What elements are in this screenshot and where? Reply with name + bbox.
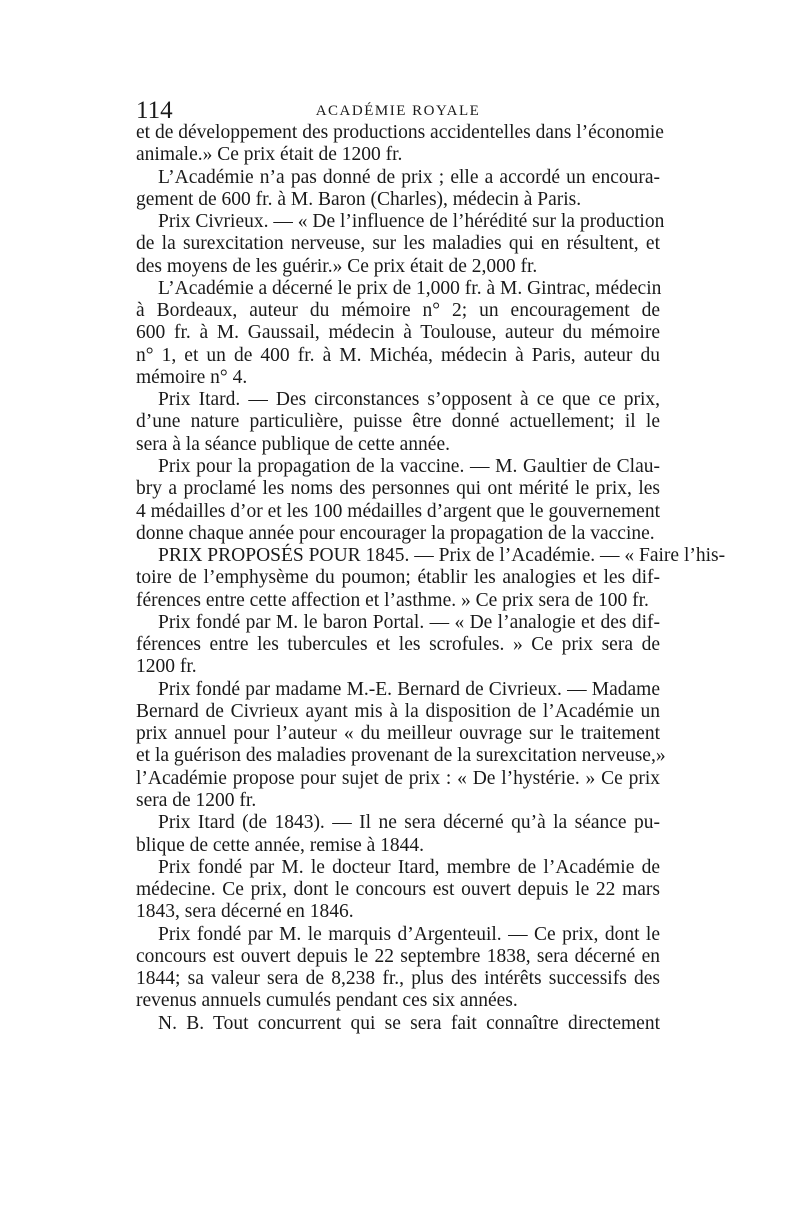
text-line: l’Académie propose pour sujet de prix : « De l’hystérie. » Ce prix: [136, 767, 660, 789]
text-line: 1844; sa valeur sera de 8,238 fr., plus des intérêts successifs des: [136, 968, 660, 990]
text-line: bry a proclamé les noms des personnes qui ont mérité le prix, les: [136, 478, 660, 500]
text-line: 4 médailles d’or et les 100 médailles d’argent que le gouvernement: [136, 500, 660, 522]
text-line: d’une nature particulière, puisse être donné actuellement; il le: [136, 411, 660, 433]
text-line: mémoire n° 4.: [136, 366, 248, 388]
text-line: animale.» Ce prix était de 1200 fr.: [136, 144, 403, 166]
text-line: 1200 fr.: [136, 656, 197, 678]
running-head: ACADÉMIE ROYALE: [315, 103, 481, 119]
text-line: férences entre cette affection et l’asthme. » Ce prix sera de 100 fr.: [136, 589, 649, 611]
text-line: concours est ouvert depuis le 22 septembre 1838, sera décerné en: [136, 945, 660, 967]
text-line: à Bordeaux, auteur du mémoire n° 2; un encouragement de: [136, 300, 660, 322]
text-line: Prix fondé par M. le docteur Itard, membre de l’Académie de: [158, 856, 660, 878]
text-line: des moyens de les guérir.» Ce prix était de 2,000 fr.: [136, 255, 538, 277]
text-line: PRIX PROPOSÉS POUR 1845. — Prix de l’Académie. — « Faire l’his-: [158, 545, 726, 567]
text-line: Prix fondé par M. le baron Portal. — « De l’analogie et des dif-: [158, 611, 660, 633]
text-line: férences entre les tubercules et les scrofules. » Ce prix sera de: [136, 634, 660, 656]
text-line: Prix Itard. — Des circonstances s’opposent à ce que ce prix,: [158, 389, 660, 411]
page-number: 114: [136, 97, 173, 124]
text-line: 1843, sera décerné en 1846.: [136, 901, 354, 923]
text-line: toire de l’emphysème du poumon; établir les analogies et les dif-: [136, 567, 660, 589]
body-text: [136, 122, 726, 1035]
text-line: blique de cette année, remise à 1844.: [136, 834, 425, 856]
text-line: gement de 600 fr. à M. Baron (Charles), médecin à Paris.: [136, 188, 582, 210]
text-line: Prix fondé par M. le marquis d’Argenteuil. — Ce prix, dont le: [158, 923, 660, 945]
text-line: et de développement des productions accidentelles dans l’économie: [136, 122, 664, 143]
text-line: sera de 1200 fr.: [136, 789, 257, 811]
text-line: donne chaque année pour encourager la propagation de la vaccine.: [136, 522, 655, 544]
text-line: de la surexcitation nerveuse, sur les maladies qui en résultent, et: [136, 233, 660, 255]
text-line: 600 fr. à M. Gaussail, médecin à Toulouse, auteur du mémoire: [136, 322, 660, 344]
text-line: prix annuel pour l’auteur « du meilleur ouvrage sur le traitement: [136, 723, 660, 745]
text-line: n° 1, et un de 400 fr. à M. Michéa, médecin à Paris, auteur du: [136, 344, 660, 366]
text-line: revenus annuels cumulés pendant ces six années.: [136, 990, 518, 1012]
text-line: L’Académie n’a pas donné de prix ; elle a accordé un encoura-: [158, 166, 660, 188]
text-line: Bernard de Civrieux ayant mis à la disposition de l’Académie un: [136, 700, 660, 722]
text-line: Prix pour la propagation de la vaccine. — M. Gaultier de Clau-: [158, 455, 660, 477]
text-line: N. B. Tout concurrent qui se sera fait connaître directement: [158, 1012, 660, 1034]
text-line: Prix Civrieux. — « De l’influence de l’hérédité sur la production: [158, 211, 665, 233]
text-line: Prix Itard (de 1843). — Il ne sera décerné qu’à la séance pu-: [158, 812, 660, 834]
text-line: et la guérison des maladies provenant de la surexcitation nerveuse,»: [136, 745, 666, 767]
text-line: sera à la séance publique de cette année.: [136, 433, 450, 455]
text-line: médecine. Ce prix, dont le concours est ouvert depuis le 22 mars: [136, 879, 660, 901]
text-line: L’Académie a décerné le prix de 1,000 fr. à M. Gintrac, médecin: [158, 277, 662, 299]
text-line: Prix fondé par madame M.-E. Bernard de Civrieux. — Madame: [158, 678, 660, 700]
